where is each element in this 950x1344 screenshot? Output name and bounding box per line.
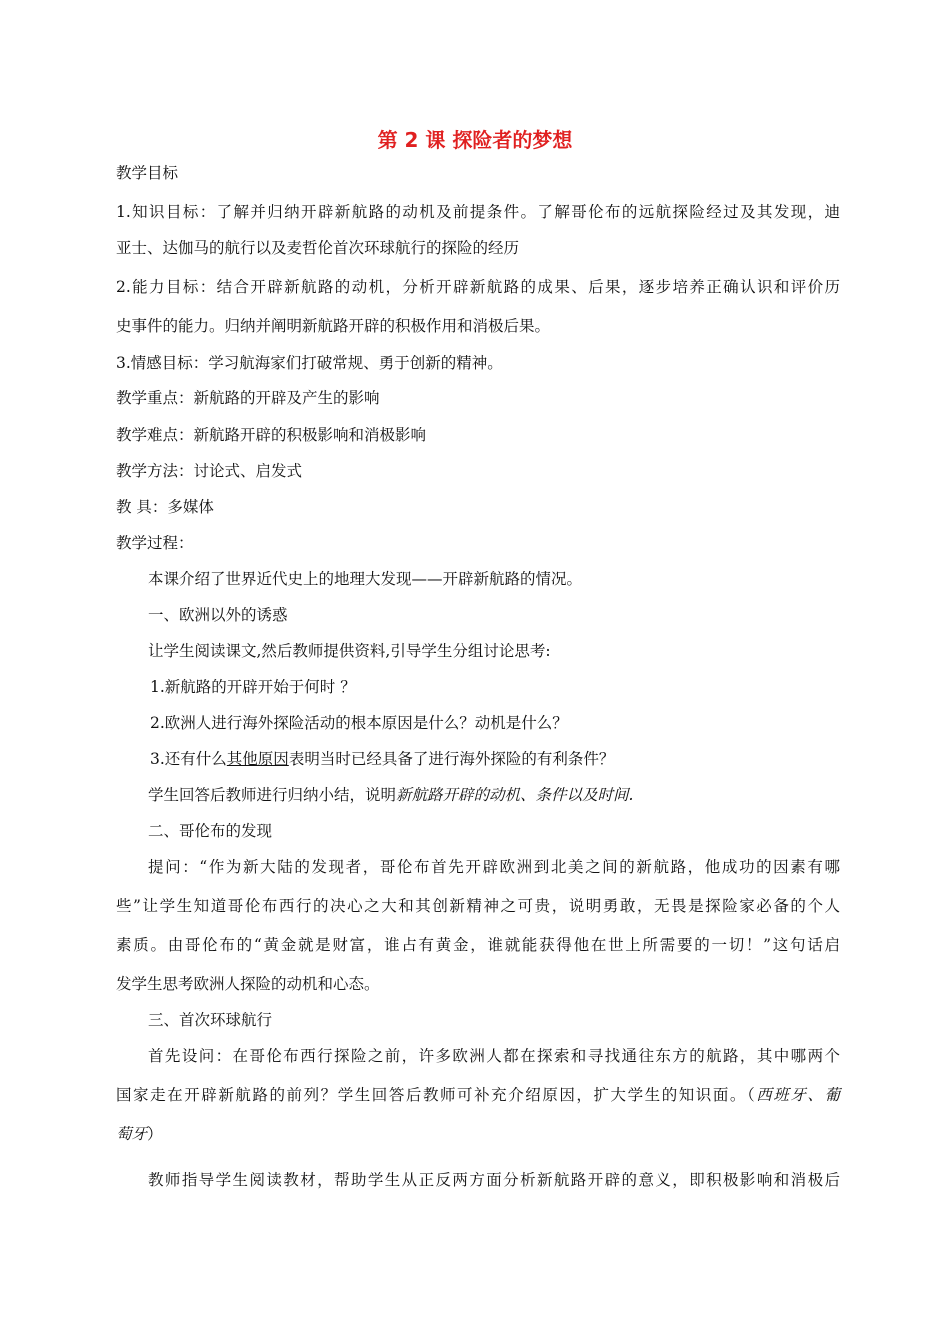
section3-paragraph-line1: 首先设问：在哥伦布西行探险之前，许多欧洲人都在探索和寻找通往东方的航路，其中哪两个 (148, 1047, 840, 1065)
section2-heading: 二、哥伦布的发现 (148, 822, 273, 840)
teaching-difficulty: 教学难点：新航路开辟的积极影响和消极影响 (116, 426, 427, 444)
section3-line3-italic: 萄牙 (116, 1125, 148, 1143)
lesson-title: 第 2 课 探险者的梦想 (377, 128, 573, 152)
process-heading: 教学过程： (116, 534, 194, 552)
section3-paragraph-line2 (116, 1085, 840, 1105)
question-3-prefix: 3.还有什么 (150, 750, 227, 768)
section3-paragraph-line3 (116, 1124, 840, 1144)
section2-paragraph-line4: 发学生思考欧洲人探险的动机和心态。 (116, 975, 380, 993)
objective-ability-line1: 2.能力目标：结合开辟新航路的动机，分析开辟新航路的成果、后果，逐步培养正确认识和评价历 (116, 278, 840, 296)
objective-knowledge-line2: 亚士、达伽马的航行以及麦哲伦首次环球航行的探险的经历 (116, 239, 520, 257)
section3-line3-text: ） (147, 1125, 163, 1143)
objectives-heading: 教学目标 (116, 164, 179, 182)
summary-italic: 新航路开辟的动机、条件以及时间. (396, 786, 634, 804)
section3-paragraph2-line1: 教师指导学生阅读教材，帮助学生从正反两方面分析新航路开辟的意义，即积极影响和消极后 (148, 1171, 840, 1189)
objective-knowledge-line1: 1.知识目标：了解并归纳开辟新航路的动机及前提条件。了解哥伦布的远航探险经过及其发现，迪 (116, 203, 840, 221)
section1-instruction: 让学生阅读课文,然后教师提供资料,引导学生分组讨论思考: (148, 642, 551, 660)
section3-line2-italic: 西班牙、葡 (756, 1086, 840, 1104)
section2-paragraph-line2: 些”让学生知道哥伦布西行的决心之大和其创新精神之可贵，说明勇敢，无畏是探险家必备的个人 (116, 897, 840, 915)
question-3-suffix: 表明当时已经具备了进行海外探险的有利条件？ (288, 750, 615, 768)
question-2: 2.欧洲人进行海外探险活动的根本原因是什么？动机是什么？ (150, 714, 568, 732)
section3-heading: 三、首次环球航行 (148, 1011, 273, 1029)
question-1: 1.新航路的开辟开始于何时 ？ (150, 678, 356, 696)
section2-paragraph-line1: 提问：“作为新大陆的发现者，哥伦布首先开辟欧洲到北美之间的新航路，他成功的因素有哪 (148, 858, 840, 876)
question-3-underlined: 其他原因 (226, 750, 289, 768)
intro-paragraph: 本课介绍了世界近代史上的地理大发现——开辟新航路的情况。 (148, 570, 583, 588)
teaching-method: 教学方法：讨论式、启发式 (116, 462, 303, 480)
section2-paragraph-line3: 素质。由哥伦布的“黄金就是财富，谁占有黄金，谁就能获得他在世上所需要的一切！”这句话启 (116, 936, 840, 954)
teaching-key-point: 教学重点：新航路的开辟及产生的影响 (116, 389, 380, 407)
objective-ability-line2: 史事件的能力。归纳并阐明新航路开辟的积极作用和消极后果。 (116, 317, 551, 335)
teaching-tools: 教 具：多媒体 (116, 498, 214, 516)
question-3 (150, 749, 874, 769)
section3-line2-text: 国家走在开辟新航路的前列？学生回答后教师可补充介绍原因，扩大学生的知识面。（ (116, 1086, 757, 1104)
summary-line (148, 785, 872, 805)
objective-emotion: 3.情感目标：学习航海家们打破常规、勇于创新的精神。 (116, 354, 503, 372)
section1-heading: 一、欧洲以外的诱惑 (148, 606, 288, 624)
summary-prefix: 学生回答后教师进行归纳小结，说明 (148, 786, 397, 804)
